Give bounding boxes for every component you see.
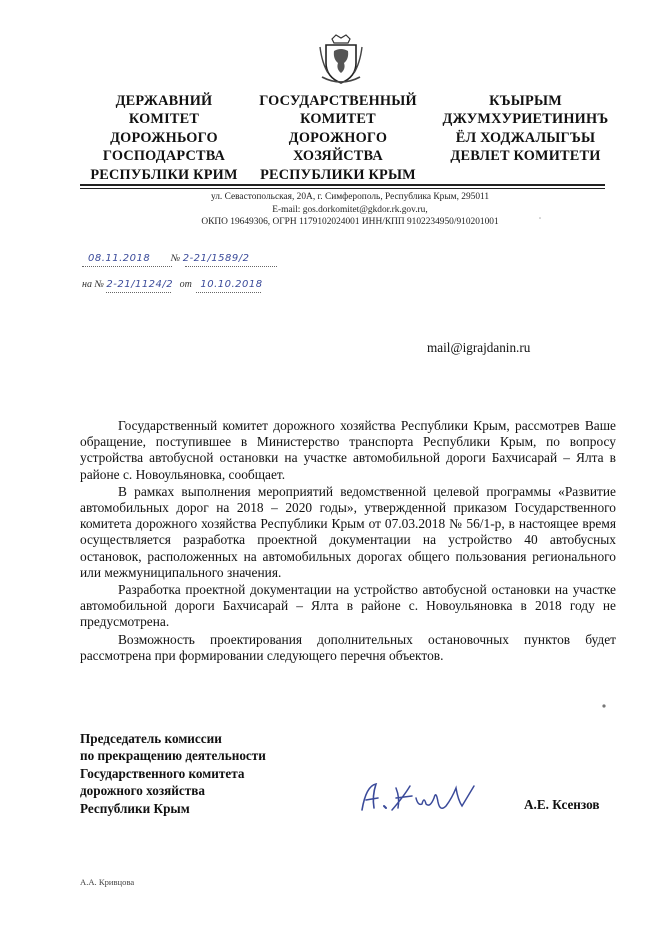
- header-line: КОМИТЕТ: [300, 111, 376, 128]
- signatory-name: А.Е. Ксензов: [524, 797, 600, 812]
- executor-name: А.А. Кривцова: [80, 877, 135, 887]
- header-line: РЕСПУБЛІКИ КРИМ: [90, 166, 238, 183]
- incoming-from-label: от: [179, 279, 192, 290]
- body-paragraph: Возможность проектирования дополнительных остановочных пунктов будет рассмотрена при формировании следующего перечня объектов.: [80, 631, 616, 663]
- body-paragraph: Государственный комитет дорожного хозяйства Республики Крым, рассмотрев Ваше обращение, поступившее в Министерство транспорта Республики Крым, по вопросу устройства автобусной остановки на участке автомобильной дороги Бахчисарай – Ялта в районе с. Новоульяновка, сообщает.: [80, 418, 616, 482]
- outgoing-reference: [88, 253, 249, 264]
- underline: [196, 292, 261, 293]
- contact-block: [100, 191, 600, 229]
- header-crimean-tatar: [428, 92, 623, 166]
- letter-body: [80, 418, 616, 665]
- header-line: ХОЗЯЙСТВА: [293, 148, 383, 165]
- header-line: РЕСПУБЛИКИ КРЫМ: [260, 166, 416, 183]
- body-paragraph: Разработка проектной документации на устройство автобусной остановки на участке автомобильной дороги Бахчисарай – Ялта в районе с. Новоульяновка в 2018 году не предусмотрена.: [80, 582, 616, 630]
- underline: [185, 266, 277, 267]
- header-line: ГОСУДАРСТВЕННЫЙ: [259, 93, 417, 109]
- signatory-title-line: дорожного хозяйства: [80, 783, 205, 799]
- recipient-email: mail@igrajdanin.ru: [427, 340, 531, 355]
- signatory-title-line: по прекращению деятельности: [80, 748, 266, 764]
- contact-address: ул. Севастопольская, 20А, г. Симферополь, Республика Крым, 295011: [210, 192, 490, 202]
- header-divider-thick: [80, 184, 605, 186]
- header-line: ГОСПОДАРСТВА: [102, 148, 226, 165]
- handwritten-signature-icon: [352, 776, 502, 818]
- header-line: ДЕРЖАВНИЙ: [115, 93, 213, 109]
- header-line: КЪЫРЫМ: [489, 93, 562, 109]
- header-line: ДОРОЖНОГО: [288, 129, 388, 146]
- contact-email: E-mail: gos.dorkomitet@gkdor.rk.gov.ru,: [272, 204, 428, 215]
- incoming-number-label: на №: [82, 279, 104, 290]
- header-line: КОМІТЕТ: [128, 111, 200, 128]
- header-russian: [252, 92, 424, 184]
- outgoing-date: 08.11.2018: [88, 253, 151, 264]
- header-line: ЁЛ ХОДЖАЛЫГЪЫ: [455, 129, 596, 146]
- header-divider-thin: [80, 188, 605, 189]
- header-line: ДЖУМХУРИЕТИНИНЪ: [442, 111, 609, 128]
- body-paragraph: В рамках выполнения мероприятий ведомственной целевой программы «Развитие автомобильных дорог на 2018 – 2020 годы», утвержденной приказом Государственного комитета дорожного хозяйства Республики Крым от 07.03.2018 № 56/1-р, в настоящее время осуществляется разработка проектной документации на устройство 40 автобусных остановок, расположенных на автомобильных дорогах общего пользования регионального или межмуниципального значения.: [80, 483, 616, 580]
- signatory-title-line: Республики Крым: [80, 800, 190, 816]
- signatory-title: [80, 730, 266, 817]
- signatory-title-line: Государственного комитета: [80, 765, 245, 781]
- header-line: ДОРОЖНЬОГО: [110, 129, 218, 146]
- header-line: ДЕВЛЕТ КОМИТЕТИ: [450, 148, 601, 165]
- signatory-title-line: Председатель комиссии: [80, 731, 222, 746]
- underline: [82, 266, 172, 267]
- incoming-reference: [82, 279, 263, 290]
- incoming-date: 10.10.2018: [200, 279, 263, 290]
- outgoing-number: 2-21/1589/2: [182, 253, 250, 264]
- outgoing-number-label: №: [170, 253, 181, 264]
- underline: [106, 292, 171, 293]
- contact-codes: ОКПО 19649306, ОГРН 1179102024001 ИНН/КПП 9102234950/910201001: [201, 217, 499, 228]
- incoming-number: 2-21/1124/2: [106, 279, 174, 290]
- header-ukrainian: [78, 92, 250, 184]
- crimea-coat-of-arms-icon: [318, 33, 364, 87]
